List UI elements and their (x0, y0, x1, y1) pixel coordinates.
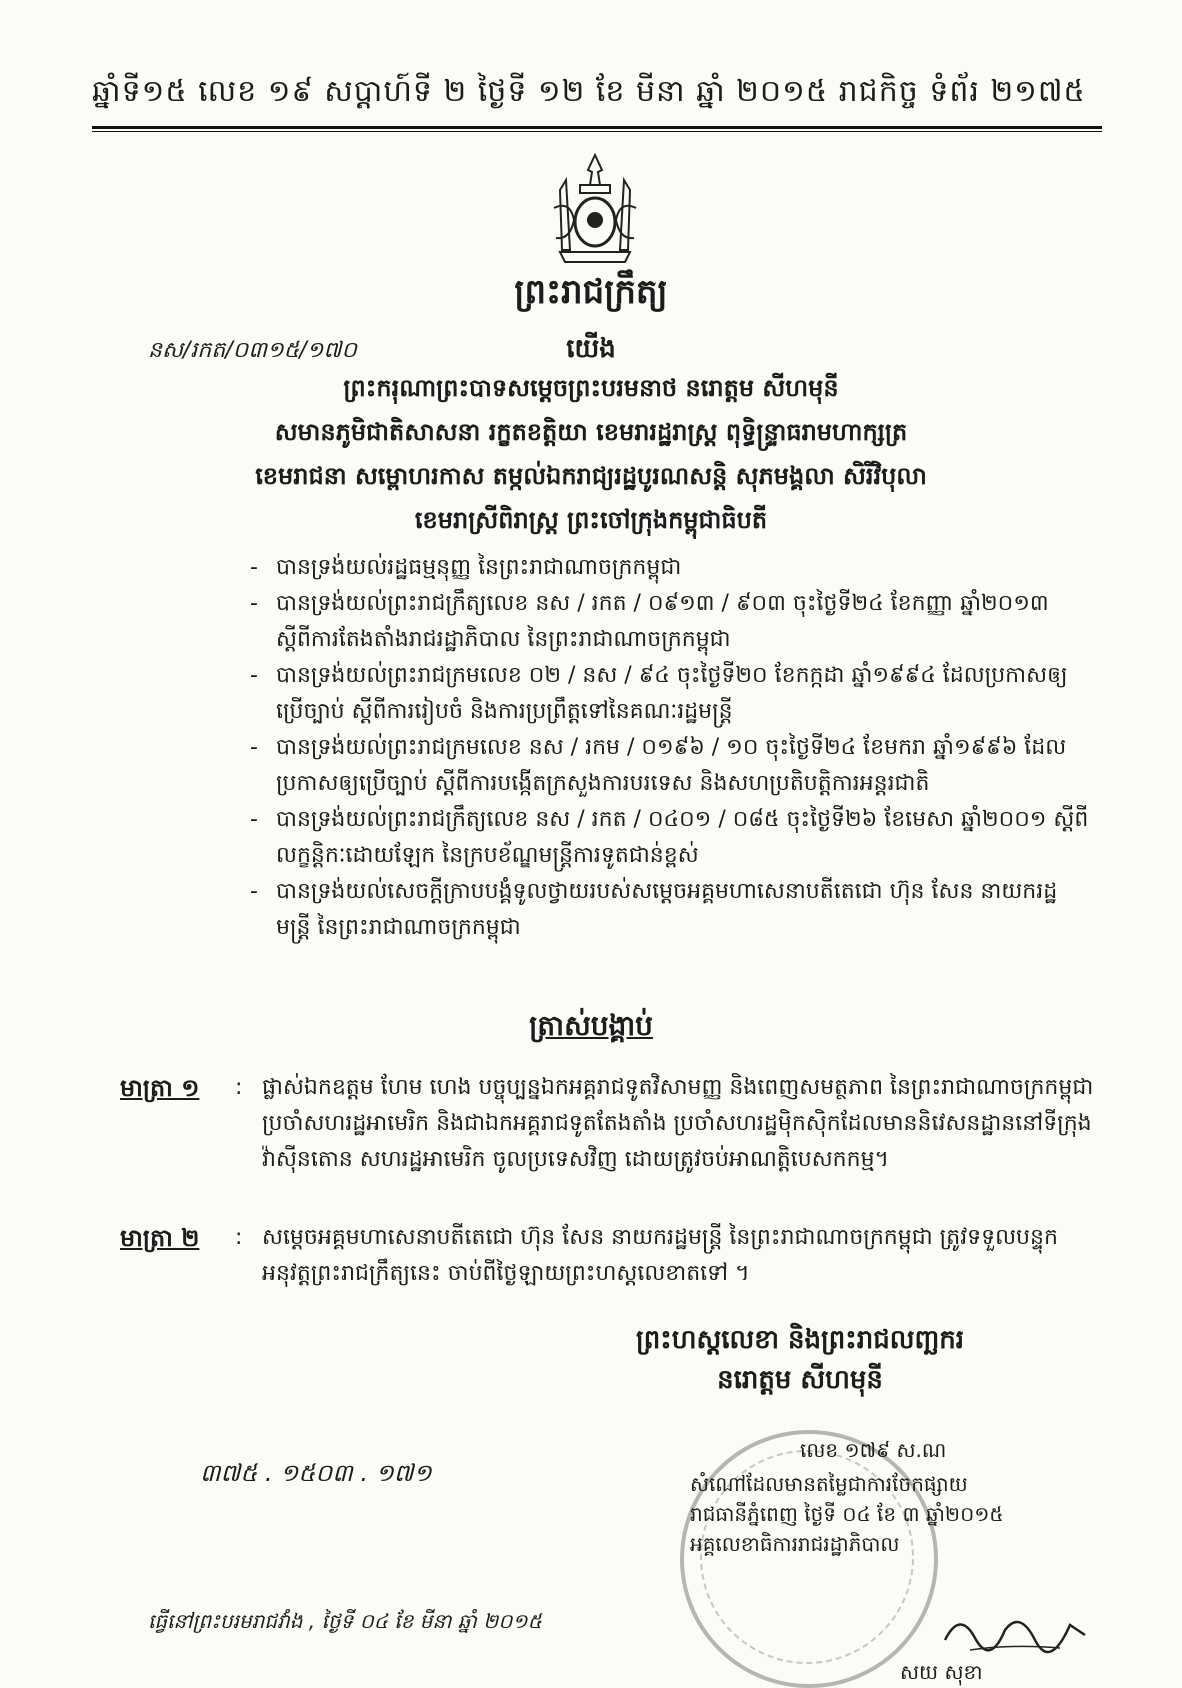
article-text: សម្តេចអគ្គមហាសេនាបតីតេជោ ហ៊ុន សែន នាយករដ្ឋមន្ត្រី នៃព្រះរាជាណាចក្រកម្ពុជា ត្រូវទទួលបន្ទុកអនុវត្តព្រះរាជក្រឹត្យនេះ ចាប់ពីថ្ងៃឡាយព្រះហស្តលេខាតទៅ ។ (262, 1225, 1058, 1286)
article-text: ផ្លាស់ឯកឧត្តម ហែម ហេង បច្ចុប្បន្នឯកអគ្គរាជទូតវិសាមញ្ញ និងពេញសមត្ថភាព នៃព្រះរាជាណាចក្រកម្ពុជា ប្រចាំសហរដ្ឋអាមេរិក និងជាឯកអគ្គរាជទូតតែងតាំង ប្រចាំសហរដ្ឋម៉ិកស៊ិកដែលមាននិវេសនដ្ឋាននៅទីក្រុងវ៉ាស៊ីនតោន សហរដ្ឋអាមេរិក ចូលប្រទេសវិញ ដោយត្រូវចប់អាណត្តិបេសកកម្ម។ (262, 1075, 1094, 1172)
king-title-line: សមានភូមិជាតិសាសនា រក្ខតខត្តិយា ខេមរារដ្ឋរាស្ត្រ ពុទ្ធិន្ទ្រាធរាមហាក្សត្រ (274, 418, 908, 446)
king-title-line: ព្រះករុណាព្រះបាទសម្តេចព្រះបរមនាថ នរោត្តម សីហមុនី (343, 374, 839, 402)
handwritten-signature-icon (940, 1600, 1090, 1660)
considerations-list (250, 550, 1090, 946)
consideration-item: - បានទ្រង់យល់ព្រះរាជក្រឹត្យលេខ នស / រកត / ០៤០១ / ០៨៥ ចុះថ្ងៃទី២៦ ខែមេសា ឆ្នាំ២០០១ ស្តីពីលក្ខន្តិកៈដោយឡែក នៃក្របខ័ណ្ឌមន្ត្រីការទូតជាន់ខ្ពស់ (250, 807, 1089, 868)
article-1: មាត្រា ១ : ផ្លាស់ឯកឧត្តម ហែម ហេង បច្ចុប្បន្នឯកអគ្គរាជទូតវិសាមញ្ញ និងពេញសមត្ថភាព នៃព្រះរាជាណាចក្រកម្ពុជា ប្រចាំសហរដ្ឋអាមេរិក និងជាឯកអគ្គរាជទូតតែងតាំង ប្រចាំសហរដ្ឋម៉ិកស៊ិកដែលមាននិវេសនដ្ឋាននៅទីក្រុងវ៉ាស៊ីនតោន សហរដ្ឋអាមេរិក ចូលប្រទេសវិញ ដោយត្រូវចប់អាណត្តិបេសកកម្ម។ (120, 1070, 1100, 1178)
handwritten-reference: ៣៧៥ . ១៥០៣ . ១៧១ (200, 1459, 432, 1487)
article-2: មាត្រា ២ : សម្តេចអគ្គមហាសេនាបតីតេជោ ហ៊ុន សែន នាយករដ្ឋមន្ត្រី នៃព្រះរាជាណាចក្រកម្ពុជា ត្រូវទទួលបន្ទុកអនុវត្តព្រះរាជក្រឹត្យនេះ ចាប់ពីថ្ងៃឡាយព្រះហស្តលេខាតទៅ ។ (120, 1220, 1100, 1292)
king-name: នរោត្តម សីហមុនី (717, 1365, 883, 1395)
decree-we: យើង (566, 334, 616, 364)
signature-block (520, 1320, 1080, 1400)
signature-heading: ព្រះហស្តលេខា និងព្រះរាជលញ្ឆករ (636, 1325, 964, 1355)
seal-line: សំណៅដែលមានតម្លៃជាការចែកផ្សាយ (690, 1472, 968, 1496)
header-divider (92, 126, 1102, 129)
consideration-item: - បានទ្រង់យល់ព្រះរាជក្រឹត្យលេខ នស / រកត / ០៩១៣ / ៩០៣ ចុះថ្ងៃទី២៤ ខែកញ្ញា ឆ្នាំ២០១៣ ស្តីពីការតែងតាំងរាជរដ្ឋាភិបាល នៃព្រះរាជាណាចក្រកម្ពុជា (250, 591, 1049, 652)
place-and-date: ធ្វើនៅព្រះបរមរាជវាំង , ថ្ងៃទី ០៤ ខែ មីនា ឆ្នាំ ២០១៥ (148, 1609, 542, 1633)
gazette-header: ឆ្នាំទី១៥ លេខ ១៩ សប្តាហ៍ទី ២ ថ្ងៃទី ១២ ខែ មីនា ឆ្នាំ ២០១៥ រាជកិច្ច ទំព័រ ២១៧៥ (92, 74, 1086, 109)
article-label: មាត្រា ១ (120, 1074, 200, 1102)
king-title-line: ខេមរាជនា សម្ពោហរកាស តម្កល់ឯករាជ្យរដ្ឋបូរណសន្តិ សុភមង្គលា សិរីវិបុលា (255, 462, 927, 490)
royal-emblem-icon (540, 150, 650, 270)
seal-line: អគ្គលេខាធិការរាជរដ្ឋាភិបាល (690, 1532, 900, 1556)
consideration-item: - បានទ្រង់យល់ព្រះរាជក្រមលេខ ០២ / នស / ៩៤ ចុះថ្ងៃទី២០ ខែកក្កដា ឆ្នាំ១៩៩៤ ដែលប្រកាសឲ្យប្រើច្បាប់ ស្តីពីការរៀបចំ និងការប្រព្រឹត្តទៅនៃគណៈរដ្ឋមន្ត្រី (250, 663, 1068, 724)
decide-heading: ត្រាស់បង្គាប់ (529, 1009, 653, 1042)
seal-line: រាជធានីភ្នំពេញ ថ្ងៃទី ០៤ ខែ ៣ ឆ្នាំ២០១៥ (690, 1502, 1004, 1526)
consideration-item: - បានទ្រង់យល់ព្រះរាជក្រមលេខ នស / រកម / ០១៩៦ / ១០ ចុះថ្ងៃទី២៤ ខែមករា ឆ្នាំ១៩៩៦ ដែលប្រកាសឲ្យប្រើច្បាប់ ស្តីពីការបង្កើតក្រសួងការបរទេស និងសហប្រតិបត្តិការអន្តរជាតិ (250, 735, 1067, 796)
header-divider-thin (92, 131, 1102, 132)
consideration-item: - បានទ្រង់យល់រដ្ឋធម្មនុញ្ញ នៃព្រះរាជាណាចក្រកម្ពុជា (250, 555, 682, 580)
consideration-item: - បានទ្រង់យល់សេចក្តីក្រាបបង្គំទូលថ្វាយរបស់សម្តេចអគ្គមហាសេនាបតីតេជោ ហ៊ុន សែន នាយករដ្ឋមន្ត្រី នៃព្រះរាជាណាចក្រកម្ពុជា (250, 879, 1058, 940)
decree-reference-number: នស/រកត/០៣១៥/១៧០ (148, 338, 357, 363)
seal-number: លេខ ១៧៩ ស.ណ (800, 1438, 947, 1462)
decree-title: ព្រះរាជក្រឹត្យ (514, 272, 668, 312)
king-titles (0, 366, 1182, 542)
article-label: មាត្រា ២ (120, 1224, 200, 1252)
king-title-line: ខេមរាស្រីពិរាស្ត្រ ព្រះចៅក្រុងកម្ពុជាធិបតី (414, 506, 768, 534)
seal-signer-name: សយ សុខា (900, 1660, 983, 1684)
